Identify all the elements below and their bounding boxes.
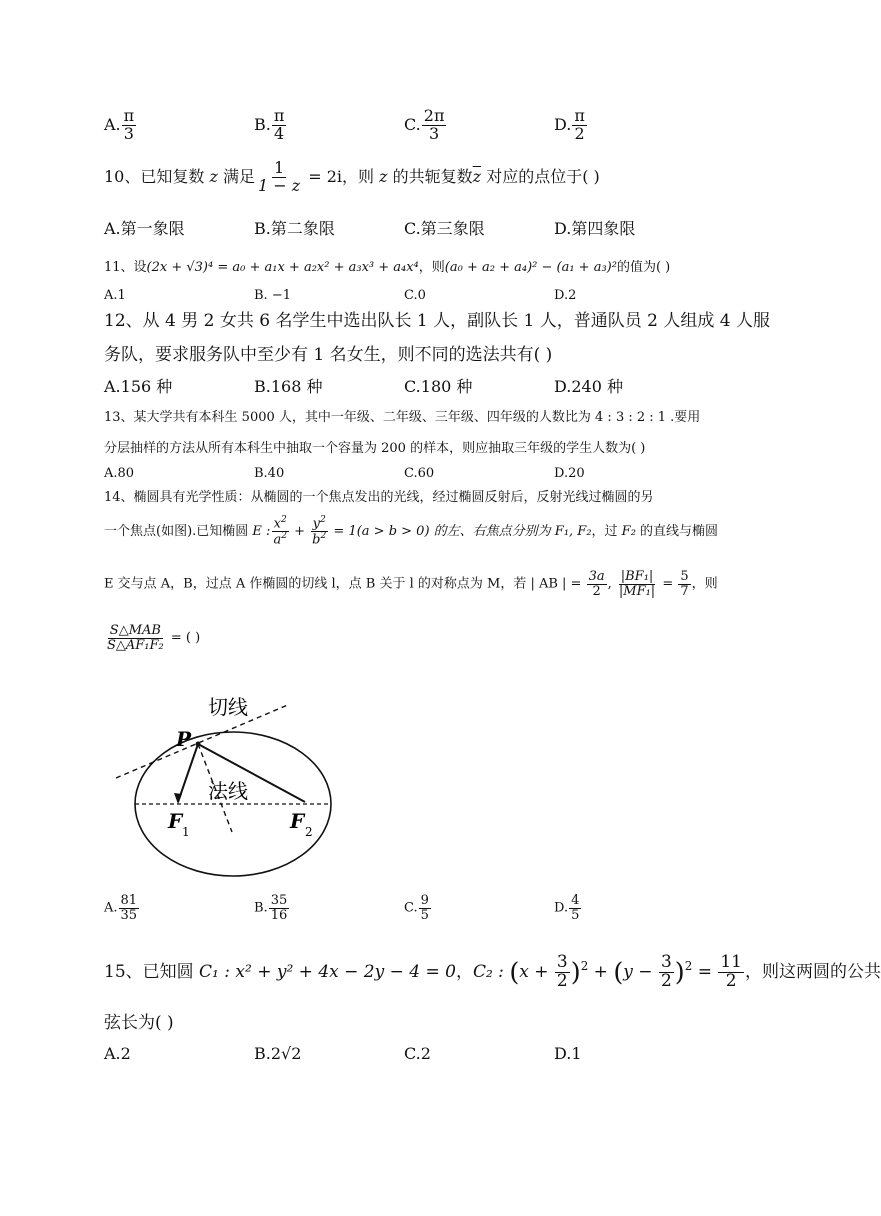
q15-option-d[interactable]: D.1 <box>554 1044 582 1063</box>
q9-option-b[interactable]: B. $\frac{\pi}{4}$ <box>254 106 285 143</box>
q10-option-d[interactable]: D.第四象限 <box>554 219 636 238</box>
arrow-head-f1 <box>174 793 182 804</box>
point-p <box>196 742 201 747</box>
f2-subscript: 2 <box>305 825 313 839</box>
q14-line2: 一个焦点(如图).已知椭圆 E : $\frac{x^2}{a^2}$ + $\frac{y^2}{b^2}$ = 1(a > b > 0) 的左、右焦点分别为 F₁, F₂，过 F₂ 的直线与椭圆 <box>104 515 719 548</box>
q10-stem: 10、已知复数 z 满足 $\frac{1}{1 - z}$ = 2i，则 z 的共轭复数$\overline{z}$ 对应的点位于( ) <box>104 158 600 195</box>
q15-stem: 15、已知圆 C₁ : x² + y² + 4x − 2y − 4 = 0，C₂ : (x + $\frac{3}{2}$ )$^2$ + (y − $\frac{3}{2}$ )$^2$ = $\frac{11}{2}$ ，则这两圆的公共 <box>104 952 881 991</box>
q15-line2: 弦长为( ) <box>104 1013 174 1033</box>
tangent-line <box>116 704 290 778</box>
q12-line2: 务队，要求服务队中至少有 1 名女生，则不同的选法共有( ) <box>104 345 553 365</box>
ellipse-optics-figure <box>100 686 330 886</box>
q14-option-b[interactable]: B. $\frac{35}{16}$ <box>254 893 288 923</box>
tangent-label: 切线 <box>208 695 248 719</box>
q13-line1: 13、某大学共有本科生 5000 人，其中一年级、二年级、三年级、四年级的人数比为 4 : 3 : 2 : 1 .要用 <box>104 410 701 425</box>
q14-option-a[interactable]: A. $\frac{81}{35}$ <box>104 893 138 923</box>
q11-option-c[interactable]: C.0 <box>404 288 426 303</box>
q13-line2: 分层抽样的方法从所有本科生中抽取一个容量为 200 的样本，则应抽取三年级的学生人数为( ) <box>104 441 646 456</box>
q11-option-d[interactable]: D.2 <box>554 288 577 303</box>
q15-option-b[interactable]: B.2√2 <box>254 1044 302 1063</box>
ray-p-f1 <box>178 744 198 802</box>
q12-option-c[interactable]: C.180 种 <box>404 377 473 396</box>
q13-option-b[interactable]: B.40 <box>254 466 285 481</box>
q11-option-b[interactable]: B. −1 <box>254 288 291 303</box>
q14-ratio: $\frac{\text{S△MAB}}{\text{S△AF₁F₂}}$ = ( ) <box>107 623 201 653</box>
q13-option-a[interactable]: A.80 <box>104 466 135 481</box>
q14-option-d[interactable]: D. $\frac{4}{5}$ <box>554 893 580 923</box>
q13-option-d[interactable]: D.20 <box>554 466 585 481</box>
q9-option-d[interactable]: D. $\frac{\pi}{2}$ <box>554 106 585 143</box>
q9-option-a[interactable]: A. $\frac{\pi}{3}$ <box>104 106 135 143</box>
q11-stem: 11、设(2x + √3)⁴ = a₀ + a₁x + a₂x² + a₃x³ + a₄x⁴，则(a₀ + a₂ + a₄)² − (a₁ + a₃)²的值为( ) <box>104 260 671 275</box>
q11-option-a[interactable]: A.1 <box>104 288 126 303</box>
q9-option-c[interactable]: C. $\frac{2\pi}{3}$ <box>404 106 445 143</box>
q12-option-b[interactable]: B.168 种 <box>254 377 323 396</box>
f2-label: F <box>290 809 305 833</box>
q12-option-d[interactable]: D.240 种 <box>554 377 623 396</box>
f1-subscript: 1 <box>182 825 190 839</box>
q15-option-a[interactable]: A.2 <box>104 1044 131 1063</box>
p-label: P <box>176 727 192 751</box>
q14-line3: E 交与点 A，B，过点 A 作椭圆的切线 l，点 B 关于 l 的对称点为 M，若 | AB | = $\frac{3a}{2}$ , $\frac{\text{|BF₁|}}{\text{|MF₁|}}$ = $\frac{5}{7}$ ，则 <box>104 569 718 599</box>
q15-option-c[interactable]: C.2 <box>404 1044 431 1063</box>
q10-option-b[interactable]: B.第二象限 <box>254 219 335 238</box>
normal-label: 法线 <box>208 779 248 803</box>
q12-line1: 12、从 4 男 2 女共 6 名学生中选出队长 1 人，副队长 1 人，普通队员 2 人组成 4 人服 <box>104 311 770 331</box>
q10-option-c[interactable]: C.第三象限 <box>404 219 485 238</box>
q12-option-a[interactable]: A.156 种 <box>104 377 173 396</box>
q14-line1: 14、椭圆具有光学性质：从椭圆的一个焦点发出的光线，经过椭圆反射后，反射光线过椭圆的另 <box>104 490 654 505</box>
q14-option-c[interactable]: C. $\frac{9}{5}$ <box>404 893 429 923</box>
q13-option-c[interactable]: C.60 <box>404 466 435 481</box>
q10-option-a[interactable]: A.第一象限 <box>104 219 185 238</box>
f1-label: F <box>168 809 183 833</box>
